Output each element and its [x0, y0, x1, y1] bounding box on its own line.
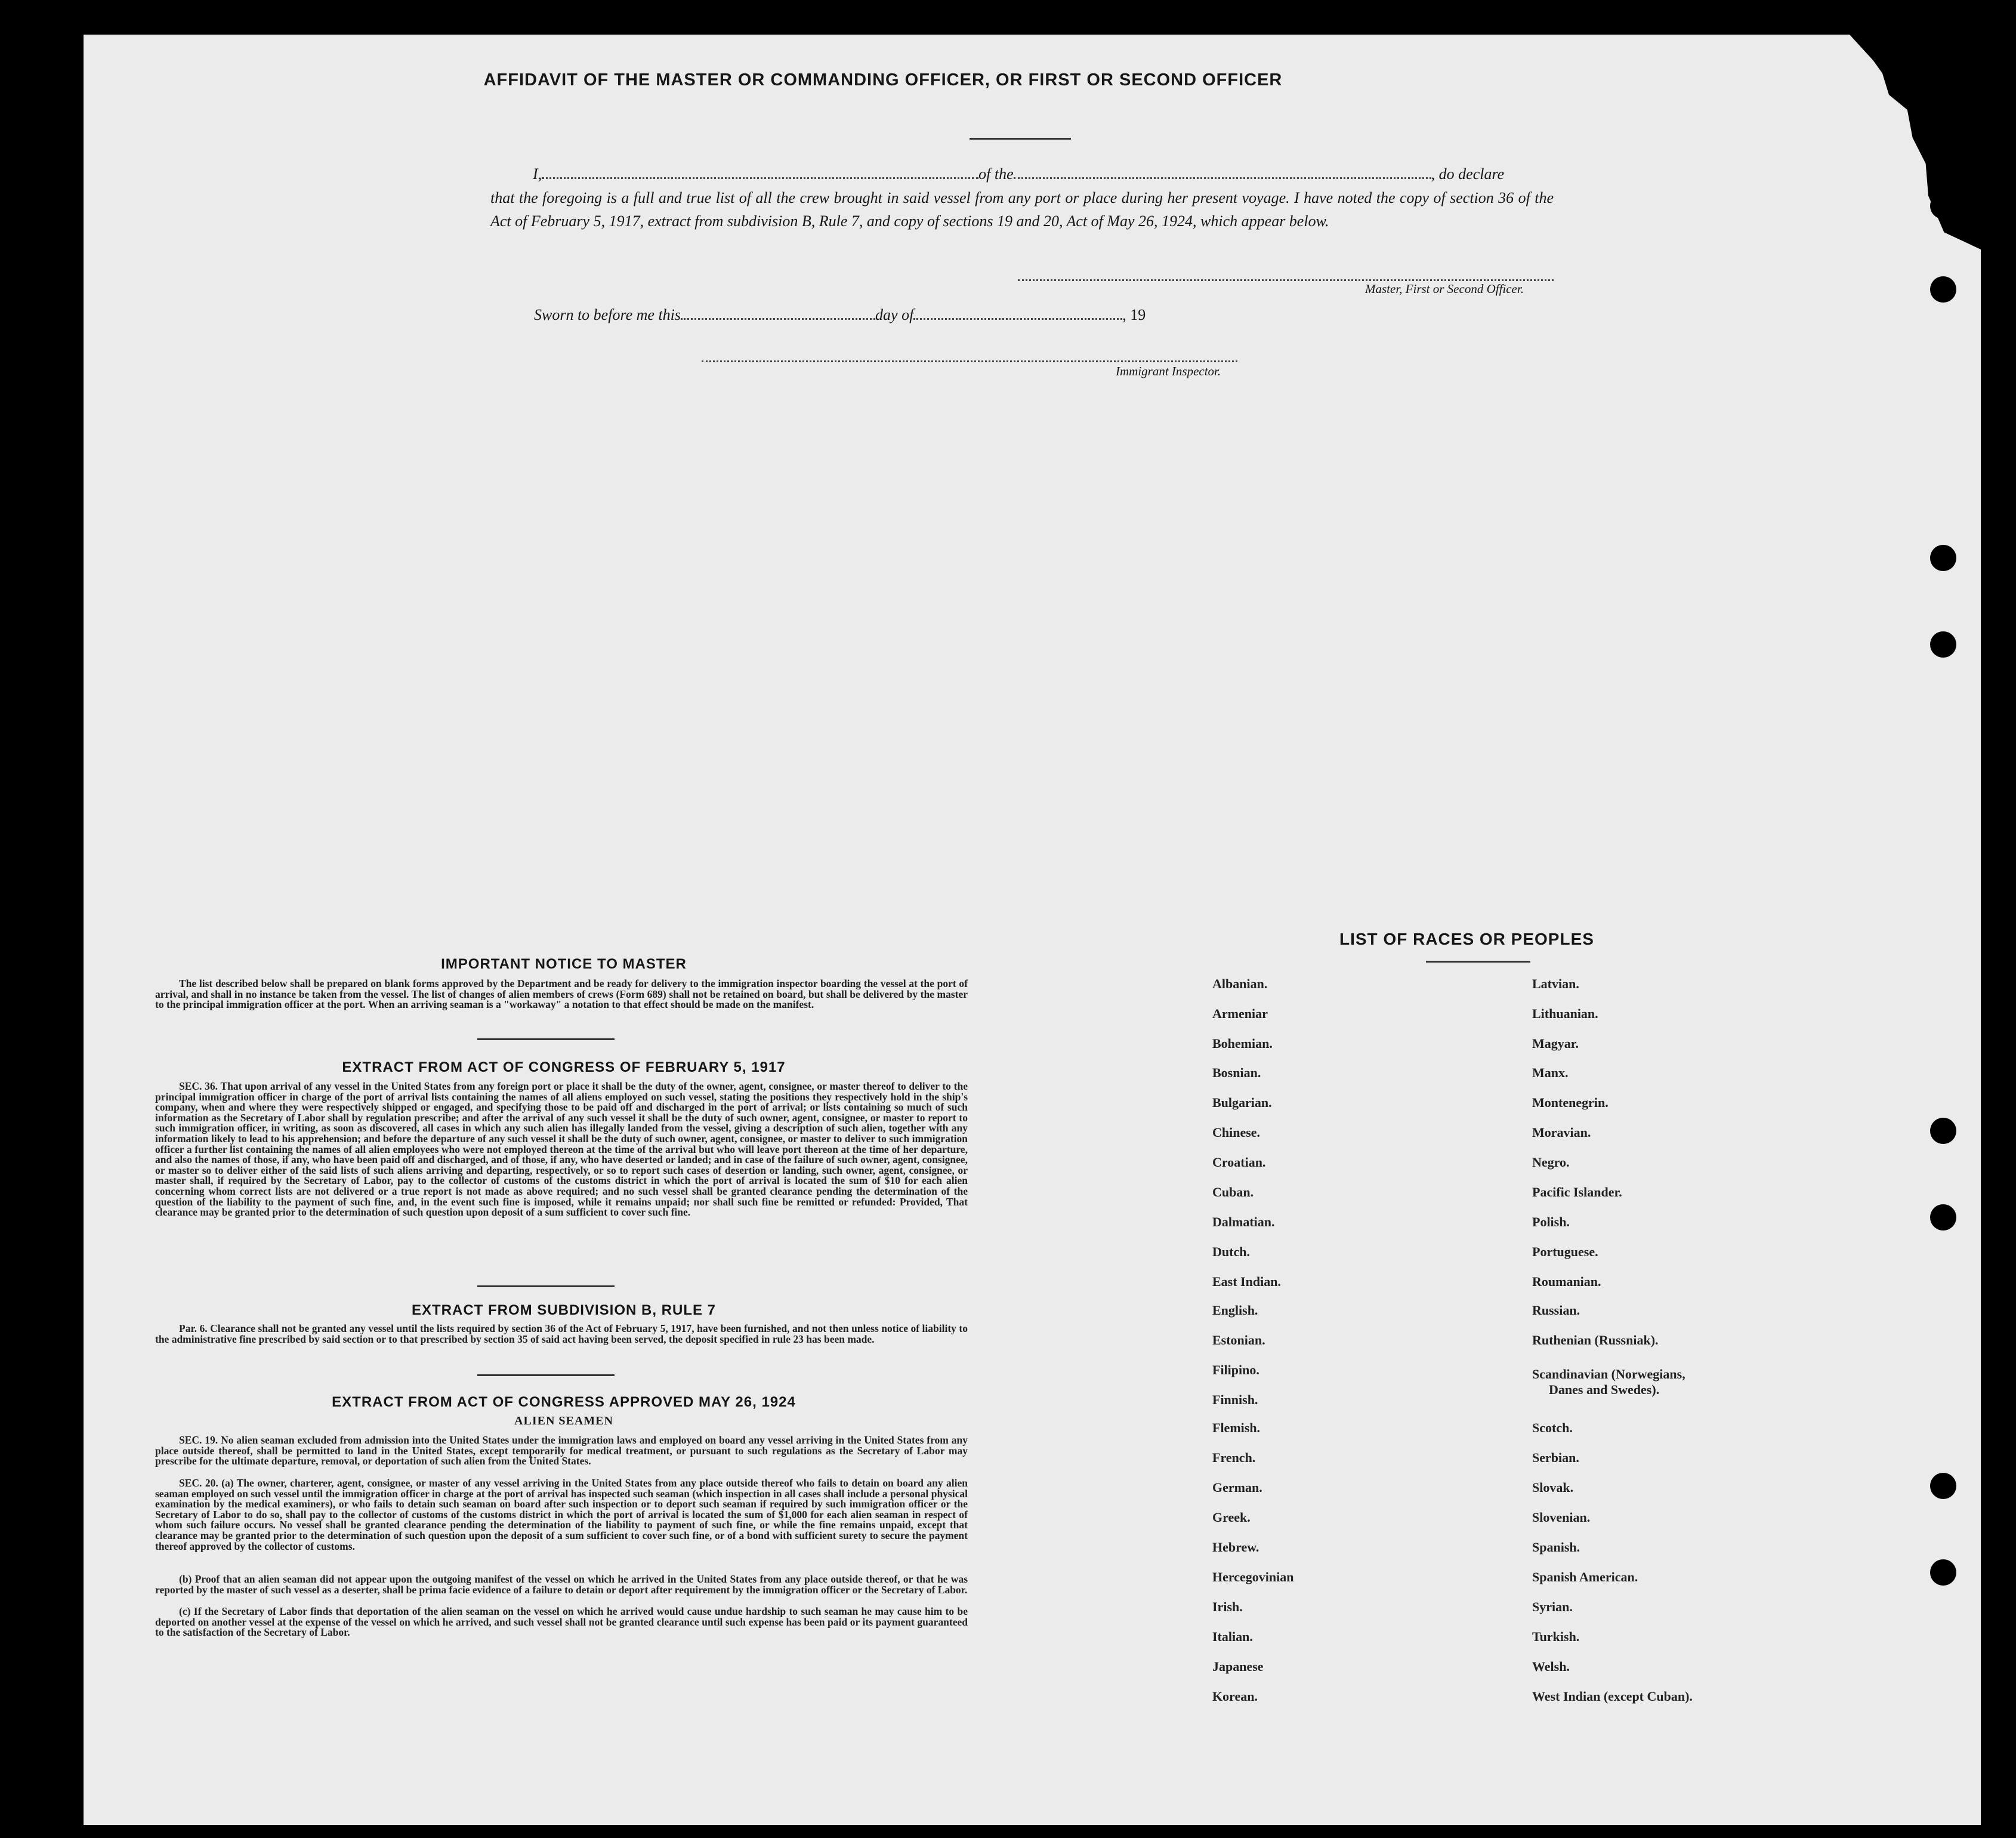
- race-right-item: Scandinavian (Norwegians,: [1532, 1367, 1685, 1381]
- race-left-item: Dalmatian.: [1212, 1214, 1275, 1229]
- race-right-item: Ruthenian (Russniak).: [1532, 1333, 1659, 1347]
- vessel-blank: [1014, 177, 1431, 179]
- race-right-item: Spanish American.: [1532, 1569, 1638, 1584]
- of-the-label: of the: [978, 165, 1014, 183]
- race-left-item: Armeniar: [1212, 1006, 1268, 1021]
- binder-hole: [1930, 1204, 1956, 1231]
- race-left-item: Japanese: [1212, 1659, 1264, 1674]
- race-left-item: Hebrew.: [1212, 1540, 1259, 1555]
- race-right-item: Slovak.: [1532, 1480, 1574, 1495]
- race-left-item: Irish.: [1212, 1599, 1243, 1614]
- binder-hole: [1930, 276, 1956, 303]
- race-right-item: Latvian.: [1532, 976, 1579, 991]
- binder-hole: [1930, 1118, 1956, 1144]
- affidavit-body: that the foregoing is a full and true list of all the crew brought in said vessel from any port or place during her present voyage. I have noted the copy of section 36 of the Act of February 5, 1917, extract from subdivision B, Rule 7, and copy of sections 19 and 20, Act of May 26, 1924, which appear below.: [490, 189, 1554, 230]
- race-right-item-continued: Danes and Swedes).: [1549, 1382, 1660, 1397]
- sworn-line: [534, 306, 1146, 324]
- affidavit-first-line: [533, 165, 1504, 183]
- sec20b-text: (b) Proof that an alien seaman did not appear upon the outgoing manifest of the vessel on which he arrived in the United States from any place outside thereof, or that he was reported by the master of such vessel as a deserter, shall be prima facie evidence of a failure to detain or deport after requirement by the immigration officer or the Secretary of Labor.: [155, 1573, 968, 1596]
- document-page: [84, 35, 1981, 1825]
- day-of-label: day of: [875, 306, 914, 323]
- inspector-label: Immigrant Inspector.: [1116, 364, 1221, 378]
- race-left-item: Croatian.: [1212, 1155, 1266, 1170]
- binder-hole: [1930, 631, 1956, 658]
- name-blank: [542, 177, 978, 179]
- notice-divider: [477, 1038, 615, 1040]
- race-right-item: Portuguese.: [1532, 1244, 1598, 1259]
- race-right-item: Turkish.: [1532, 1629, 1580, 1644]
- race-right-item: Serbian.: [1532, 1450, 1579, 1465]
- race-right-item: Negro.: [1532, 1155, 1570, 1170]
- notice-title: IMPORTANT NOTICE TO MASTER: [441, 956, 687, 972]
- sec19-text: SEC. 19. No alien seaman excluded from admission into the United States under the immigration laws and employed on board any vessel arriving in the United States from any place outside thereof, shall be permitted to land in the United States, except temporarily for medical treatment, or pursuant to such regulations as the Secretary of Labor may prescribe for the ultimate departure, removal, or deportation of such alien from the United States.: [155, 1434, 968, 1467]
- race-left-item: English.: [1212, 1303, 1258, 1318]
- race-left-item: Chinese.: [1212, 1125, 1261, 1140]
- binder-hole: [1930, 1473, 1956, 1499]
- affidavit-title: AFFIDAVIT OF THE MASTER OR COMMANDING OFFICER, OR FIRST OR SECOND OFFICER: [483, 70, 1283, 90]
- race-left-item: Cuban.: [1212, 1185, 1254, 1199]
- race-right-item: West Indian (except Cuban).: [1532, 1689, 1693, 1704]
- title-divider: [970, 138, 1071, 140]
- sec20c-text: (c) If the Secretary of Labor finds that deportation of the alien seaman on the vessel on which he arrived would cause undue hardship to such seaman he may cause him to be deported on another vessel at the expense of the vessel on which he arrived, and such vessel shall not be granted clearance until such expense has been paid or its payment guaranteed to the satisfaction of the Secretary of Labor.: [155, 1605, 968, 1639]
- race-left-item: Filipino.: [1212, 1362, 1259, 1377]
- race-left-item: East Indian.: [1212, 1274, 1281, 1289]
- race-right-item: Russian.: [1532, 1303, 1580, 1318]
- torn-corner: [1850, 35, 1981, 249]
- race-left-item: German.: [1212, 1480, 1262, 1495]
- race-right-item: Roumanian.: [1532, 1274, 1601, 1289]
- race-left-item: Albanian.: [1212, 976, 1268, 991]
- race-left-item: Flemish.: [1212, 1420, 1261, 1435]
- extract-1917-divider: [477, 1285, 615, 1287]
- race-right-item: Pacific Islander.: [1532, 1185, 1622, 1199]
- binder-hole: [1930, 193, 1956, 219]
- day-blank: [681, 318, 875, 320]
- race-right-item: Slovenian.: [1532, 1510, 1591, 1525]
- race-left-item: Estonian.: [1212, 1333, 1265, 1347]
- race-left-item: French.: [1212, 1450, 1256, 1465]
- races-title: LIST OF RACES OR PEOPLES: [1339, 930, 1594, 948]
- race-left-item: Greek.: [1212, 1510, 1251, 1525]
- race-right-item: Spanish.: [1532, 1540, 1580, 1555]
- i-label: I,: [533, 165, 542, 183]
- inspector-signature-line: [702, 360, 1237, 362]
- alien-seamen-subtitle: ALIEN SEAMEN: [514, 1414, 613, 1427]
- race-left-item: Bulgarian.: [1212, 1095, 1272, 1110]
- race-right-item: Lithuanian.: [1532, 1006, 1598, 1021]
- notice-text: The list described below shall be prepared on blank forms approved by the Department and be ready for delivery to the immigration inspector boarding the vessel at the port of arrival, and shall in no instance be taken from the vessel. The list of changes of alien members of crews (Form 689) shall not be retained on board, but shall be delivered by the master to the principal immigration officer at the port. When an arriving seaman is a "workaway" a notation to that effect should be made on the manifest.: [155, 977, 968, 1011]
- rule7-text: Par. 6. Clearance shall not be granted any vessel until the lists required by section 36 of the Act of February 5, 1917, have been furnished, and not then unless notice of liability to the administrative fine prescribed by said section or to that prescribed by section 35 of said act having been served, the deposit specified in rule 23 has been made.: [155, 1322, 968, 1345]
- race-left-item: Dutch.: [1212, 1244, 1250, 1259]
- extract-1924-title: EXTRACT FROM ACT OF CONGRESS APPROVED MAY 26, 1924: [332, 1394, 796, 1410]
- year-label: , 19: [1122, 306, 1146, 323]
- race-right-item: Welsh.: [1532, 1659, 1570, 1674]
- race-left-item: Korean.: [1212, 1689, 1258, 1704]
- race-left-item: Italian.: [1212, 1629, 1253, 1644]
- race-left-item: Finnish.: [1212, 1392, 1258, 1407]
- binder-hole: [1930, 1559, 1956, 1586]
- sec20a-text: SEC. 20. (a) The owner, charterer, agent, consignee, or master of any vessel arriving in the United States from any place outside thereof who fails to detain on board any alien seaman employed on such vessel until the immigration officer in charge at the port of arrival has inspected such seaman (which inspection in all cases shall include a personal physical examination by the medical examiners), or who fails to detain such seaman on board after such inspection or to deport such seaman if required by such immigration officer or the Secretary of Labor to do so, shall pay to the collector of customs of the customs district in which the port of arrival is located the sum of $1,000 for each alien seaman in respect of whom such failure occurs. No vessel shall be granted clearance pending the determination of the liability to payment of such fine, or while the fine remains unpaid, except that clearance may be granted prior to the determination of such question upon the deposit of a sum sufficient to cover such fine, or of a bond with sufficient surety to secure the payment thereof approved by the collector of customs.: [155, 1477, 968, 1552]
- race-right-item: Moravian.: [1532, 1125, 1591, 1140]
- race-right-item: Scotch.: [1532, 1420, 1573, 1435]
- race-right-item: Polish.: [1532, 1214, 1570, 1229]
- binder-hole: [1930, 545, 1956, 571]
- races-divider: [1426, 961, 1530, 963]
- race-right-item: Magyar.: [1532, 1036, 1579, 1051]
- race-left-item: Hercegovinian: [1212, 1569, 1294, 1584]
- master-signature-line: [1018, 279, 1554, 281]
- sworn-label: Sworn to before me this: [534, 306, 681, 323]
- race-right-item: Manx.: [1532, 1065, 1569, 1080]
- race-right-item: Syrian.: [1532, 1599, 1573, 1614]
- race-left-item: Bosnian.: [1212, 1065, 1261, 1080]
- master-label: Master, First or Second Officer.: [1365, 282, 1524, 296]
- rule7-divider: [477, 1374, 615, 1376]
- race-right-item: Montenegrin.: [1532, 1095, 1609, 1110]
- do-declare-label: , do declare: [1431, 165, 1505, 183]
- month-blank: [913, 318, 1122, 320]
- rule7-title: EXTRACT FROM SUBDIVISION B, RULE 7: [411, 1302, 717, 1318]
- race-left-item: Bohemian.: [1212, 1036, 1273, 1051]
- extract-1917-text: SEC. 36. That upon arrival of any vessel in the United States from any foreign port or place it shall be the duty of the owner, agent, consignee, or master thereof to deliver to the principal immigration officer in charge of the port of arrival lists containing the names of all aliens employed on such vessel, stating the positions they respectively hold in the ship's company, when and where they were respectively shipped or engaged, and specifying those to be paid off and discharged in the port of arrival; or lists containing so much of such information as the Secretary of Labor shall by regulation prescribe; and after the arrival of any such vessel it shall be the duty of such owner, agent, consignee, or master to report to such immigration officer, in writing, as soon as discovered, all cases in which any such alien has illegally landed from the vessel, giving a description of such alien, together with any information likely to lead to his apprehension; and before the departure of any such vessel it shall be the duty of such owner, agent, consignee, or master to deliver to such immigration officer a further list containing the names of all alien employees who were not employed thereon at the time of the arrival but who will leave port thereon at the time of her departure, and also the names of those, if any, who have been paid off and discharged, and of those, if any, who have deserted or landed; and in case of the failure of such owner, agent, consignee, or master so to deliver either of the said lists of such aliens arriving and departing, respectively, or so to report such cases of desertion or landing, such owner, agent, consignee, or master shall, if required by the Secretary of Labor, pay to the collector of customs of the customs district in which the port of arrival is located the sum of $10 for each alien concerning whom correct lists are not delivered or a true report is not made as above required; and no such vessel shall be granted clearance pending the determination of the question of the liability to the payment of such fine, and, in the event such fine is imposed, while it remains unpaid; nor shall such fine be remitted or refunded: Provided, That clearance may be granted prior to the determination of such question upon deposit of a sum sufficient to cover such fine.: [155, 1080, 968, 1219]
- extract-1917-title: EXTRACT FROM ACT OF CONGRESS OF FEBRUARY 5, 1917: [342, 1059, 786, 1075]
